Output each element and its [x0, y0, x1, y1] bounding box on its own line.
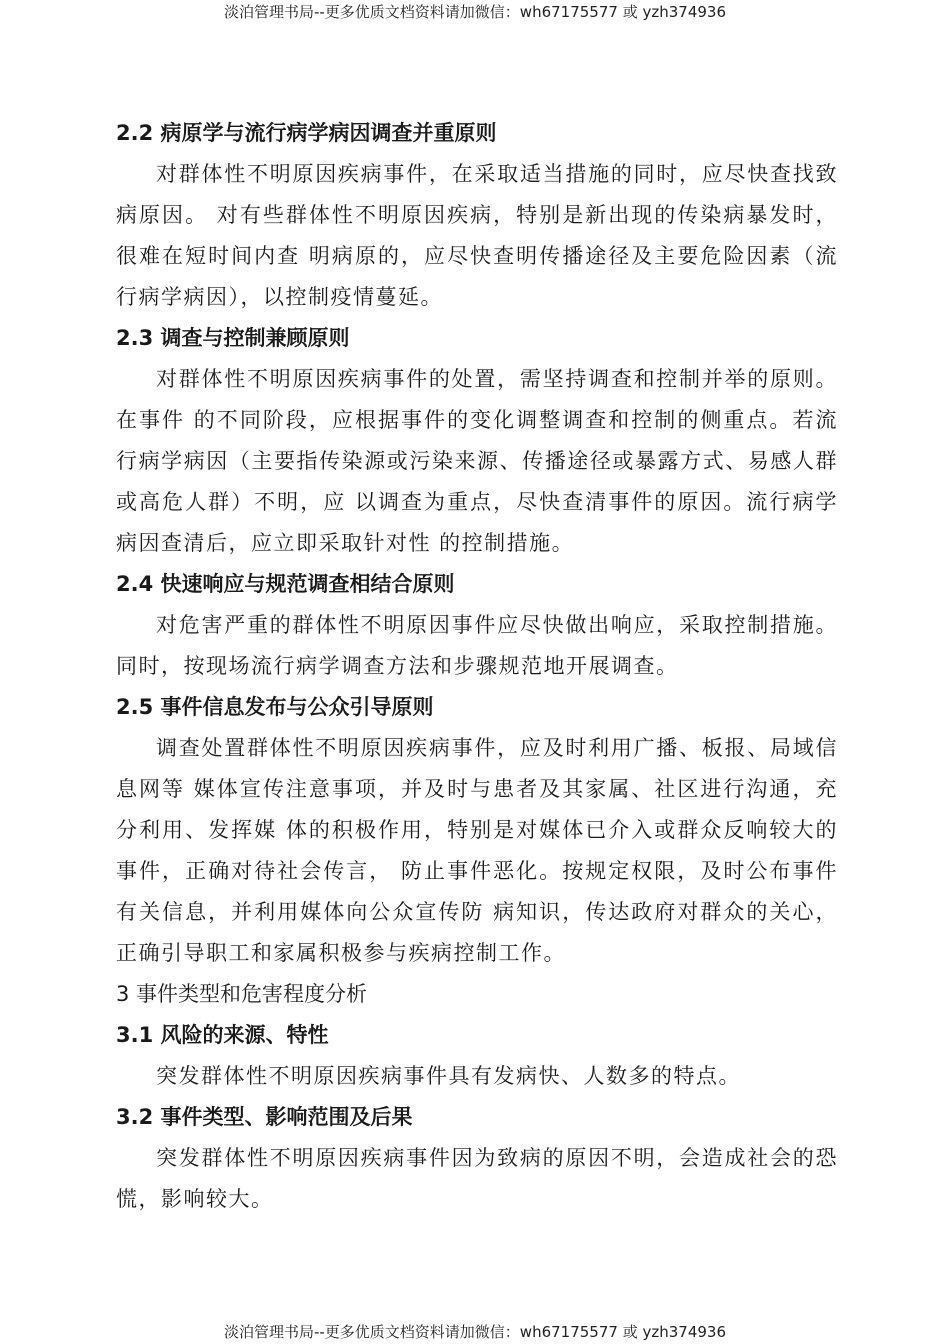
section-paragraph-2-5: 调查处置群体性不明原因疾病事件，应及时利用广播、板报、局域信息网等 媒体宣传注意事项，并及时与患者及其家属、社区进行沟通，充分利用、发挥媒 体的积极作用，特别是对媒体已介入或群众反响较大的事件，正确对待社会传言， 防止事件恶化。按规定权限，及时公布事件有关信息，并利用媒体向公众宣传防 病知识，传达政府对群众的关心，正确引导职工和家属积极参与疾病控制工作。 [116, 736, 838, 965]
section-heading-2-5: 2.5 事件信息发布与公众引导原则 [116, 695, 434, 719]
section-paragraph-3-2: 突发群体性不明原因疾病事件因为致病的原因不明，会造成社会的恐慌，影响较大。 [116, 1146, 838, 1211]
section-heading-2-4: 2.4 快速响应与规范调查相结合原则 [116, 572, 455, 596]
section-heading-3-2: 3.2 事件类型、影响范围及后果 [116, 1105, 413, 1129]
section-paragraph-3-1: 突发群体性不明原因疾病事件具有发病快、人数多的特点。 [156, 1064, 741, 1088]
header-banner: 淡泊管理书局--更多优质文档资料请加微信：wh67175577 或 yzh374936 [223, 3, 726, 21]
section-paragraph-2-3: 对群体性不明原因疾病事件的处置，需坚持调查和控制并举的原则。在事件 的不同阶段，应根据事件的变化调整调查和控制的侧重点。若流行病学病因（主要指传染源或污染来源、传播途径或暴露方式、易感人群或高危人群）不明，应 以调查为重点，尽快查清事件的原因。流行病学病因查清后，应立即采取针对性 的控制措施。 [116, 367, 838, 555]
section-heading-3: 3 事件类型和危害程度分析 [116, 982, 368, 1006]
document-body [116, 113, 838, 1220]
section-heading-2-3: 2.3 调查与控制兼顾原则 [116, 326, 350, 350]
section-paragraph-2-2: 对群体性不明原因疾病事件，在采取适当措施的同时，应尽快查找致病原因。 对有些群体性不明原因疾病，特别是新出现的传染病暴发时，很难在短时间内查 明病原的，应尽快查明传播途径及主要危险因素（流行病学病因），以控制疫情蔓延。 [116, 162, 838, 309]
section-heading-3-1: 3.1 风险的来源、特性 [116, 1023, 329, 1047]
section-paragraph-2-4: 对危害严重的群体性不明原因事件应尽快做出响应，采取控制措施。同时，按现场流行病学调查方法和步骤规范地开展调查。 [116, 613, 838, 678]
section-heading-2-2: 2.2 病原学与流行病学病因调查并重原则 [116, 121, 497, 145]
footer-banner: 淡泊管理书局--更多优质文档资料请加微信：wh67175577 或 yzh374936 [223, 1323, 726, 1341]
